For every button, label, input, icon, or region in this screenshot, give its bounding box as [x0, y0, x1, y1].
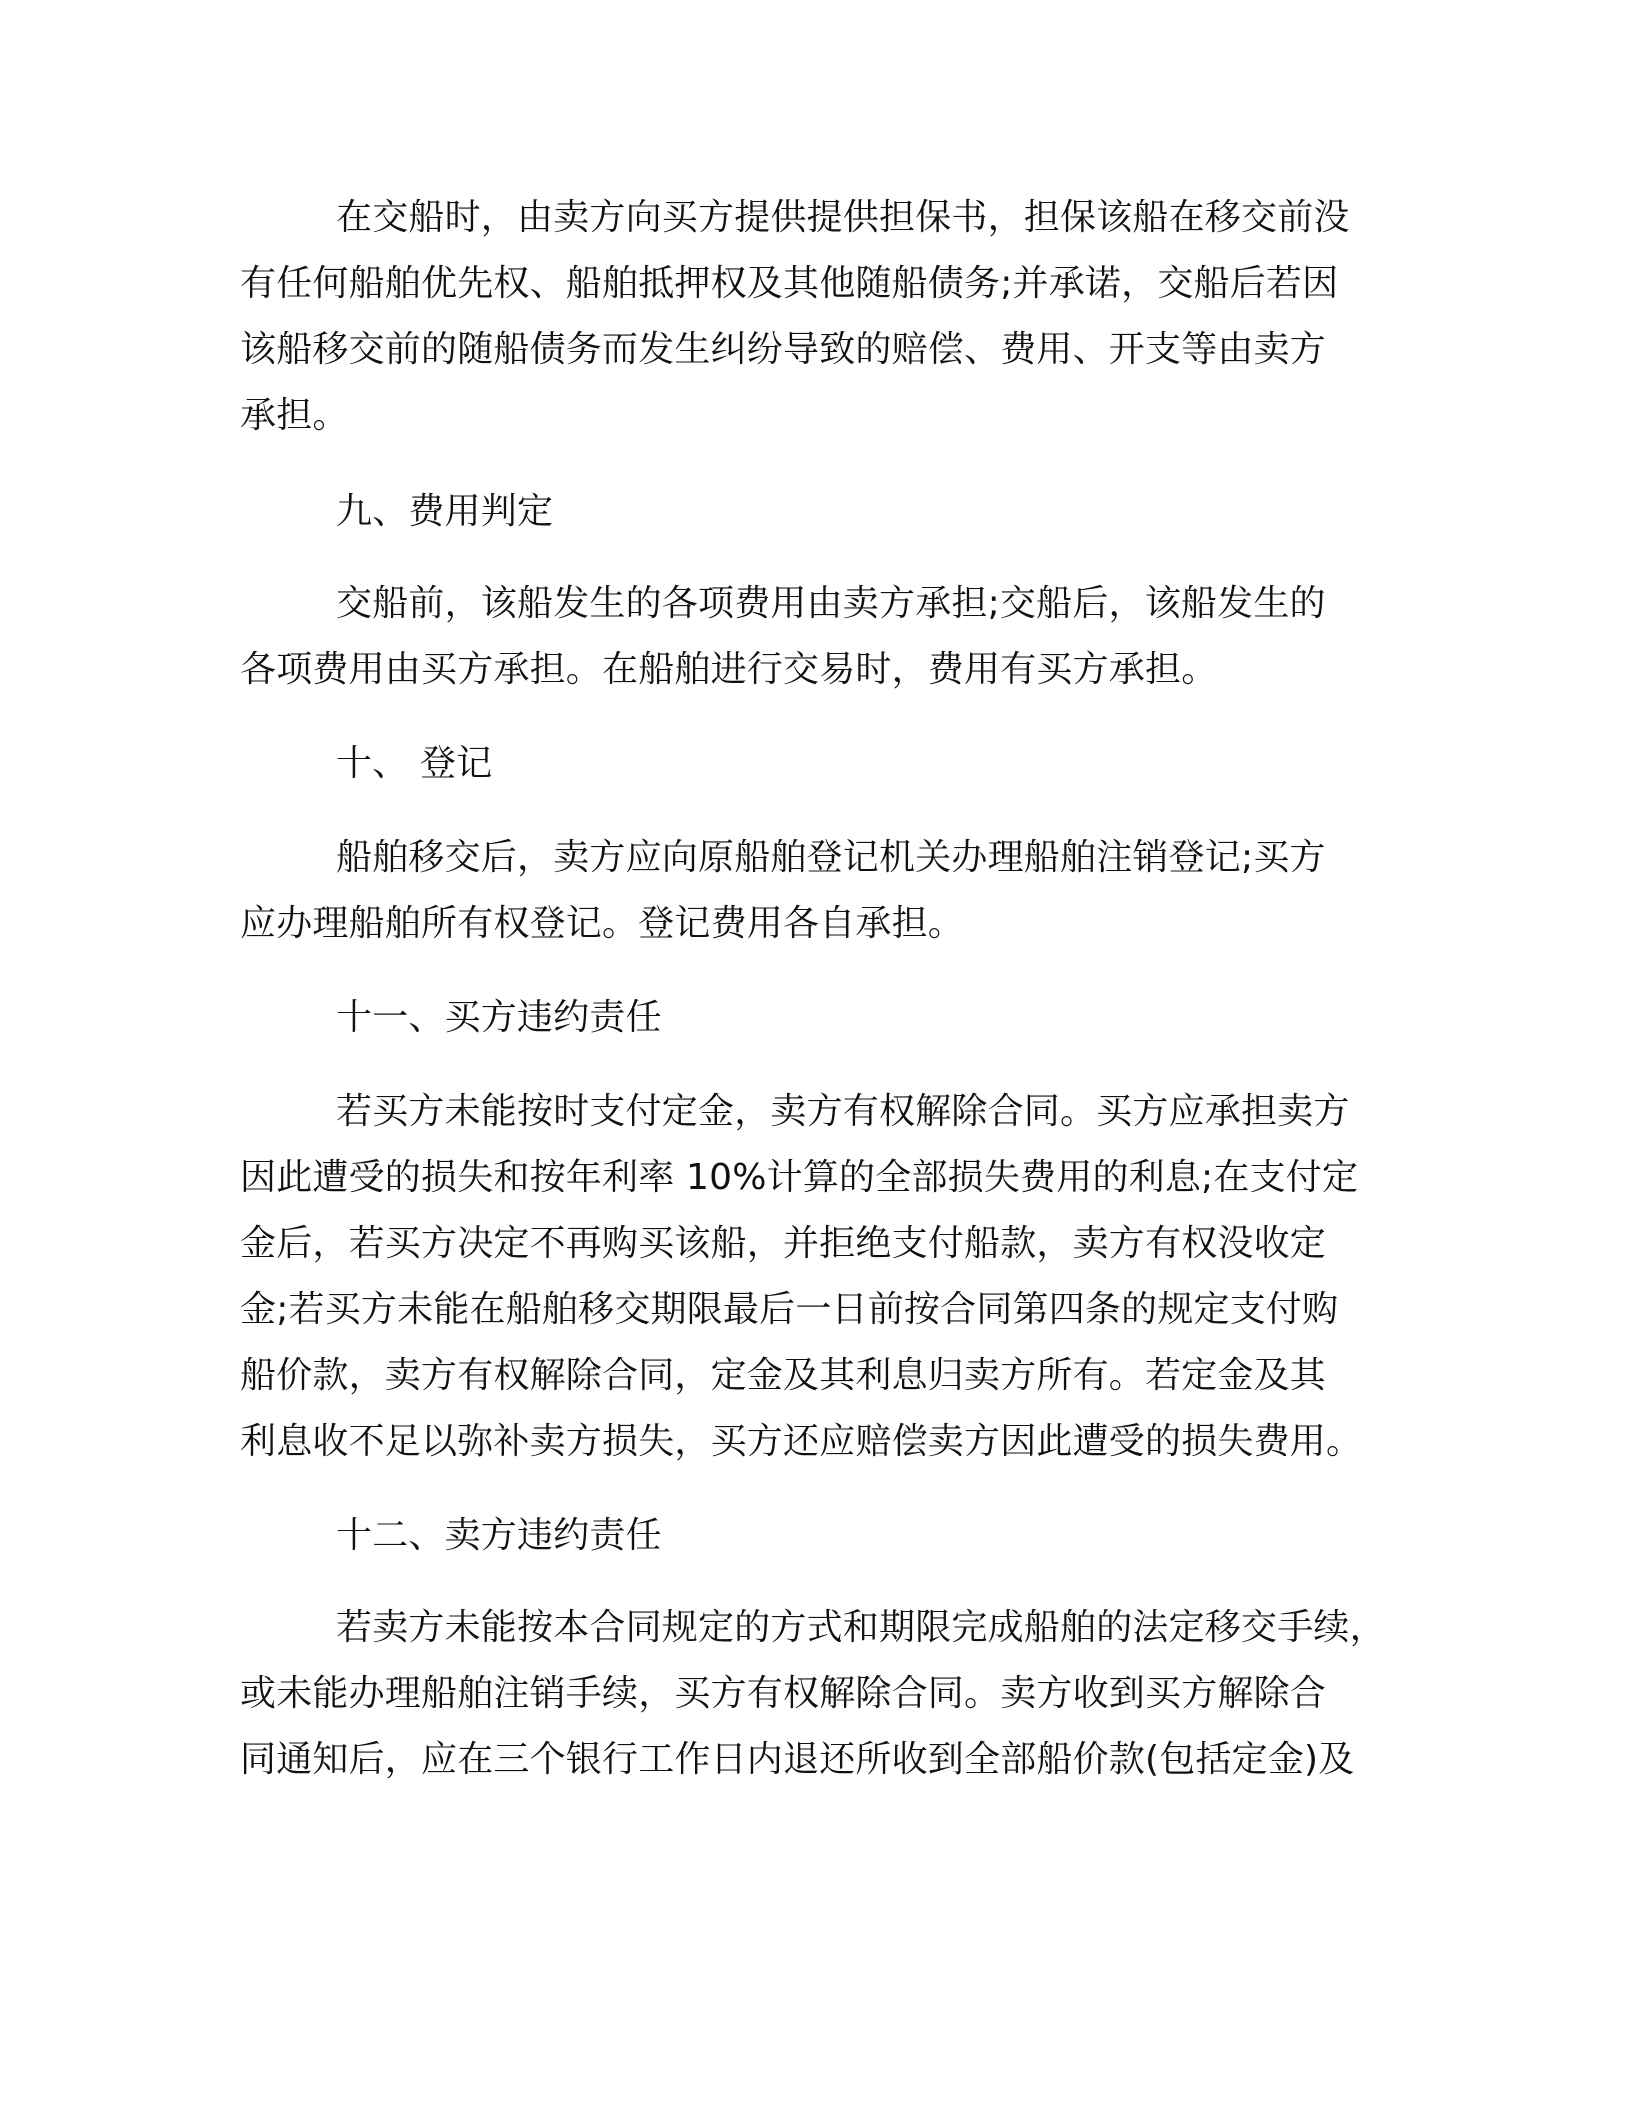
paragraph-line: 利息收不足以弥补卖方损失，买方还应赔偿卖方因此遭受的损失费用。	[240, 1421, 1363, 1462]
paragraph-line: 金后，若买方决定不再购买该船，并拒绝支付船款，卖方有权没收定	[240, 1223, 1327, 1264]
paragraph-line: 各项费用由买方承担。在船舶进行交易时，费用有买方承担。	[240, 649, 1218, 690]
section-heading-11: 十一、买方违约责任	[336, 997, 662, 1038]
paragraph-line: 承担。	[240, 395, 349, 436]
paragraph-line: 若卖方未能按本合同规定的方式和期限完成船舶的法定移交手续，	[336, 1607, 1386, 1648]
paragraph-line: 应办理船舶所有权登记。登记费用各自承担。	[240, 903, 965, 944]
section-heading-10: 十、 登记	[336, 743, 493, 784]
paragraph-line: 金;若买方未能在船舶移交期限最后一日前按合同第四条的规定支付购	[240, 1289, 1339, 1330]
paragraph-line: 或未能办理船舶注销手续，买方有权解除合同。卖方收到买方解除合	[240, 1673, 1327, 1714]
section-heading-9: 九、费用判定	[336, 491, 554, 532]
paragraph-line: 该船移交前的随船债务而发生纠纷导致的赔偿、费用、开支等由卖方	[240, 329, 1327, 370]
paragraph-line: 交船前，该船发生的各项费用由卖方承担;交船后，该船发生的	[336, 583, 1326, 624]
paragraph-line: 船舶移交后，卖方应向原船舶登记机关办理船舶注销登记;买方	[336, 837, 1326, 878]
paragraph-line: 有任何船舶优先权、船舶抵押权及其他随船债务;并承诺，交船后若因	[240, 263, 1339, 304]
paragraph-line: 因此遭受的损失和按年利率 10%计算的全部损失费用的利息;在支付定	[240, 1157, 1359, 1198]
paragraph-line: 在交船时，由卖方向买方提供提供担保书，担保该船在移交前没	[336, 197, 1350, 238]
paragraph-line: 同通知后，应在三个银行工作日内退还所收到全部船价款(包括定金)及	[240, 1739, 1355, 1780]
section-heading-12: 十二、卖方违约责任	[336, 1515, 662, 1556]
paragraph-line: 船价款，卖方有权解除合同，定金及其利息归卖方所有。若定金及其	[240, 1355, 1327, 1396]
paragraph-line: 若买方未能按时支付定金，卖方有权解除合同。买方应承担卖方	[336, 1091, 1350, 1132]
